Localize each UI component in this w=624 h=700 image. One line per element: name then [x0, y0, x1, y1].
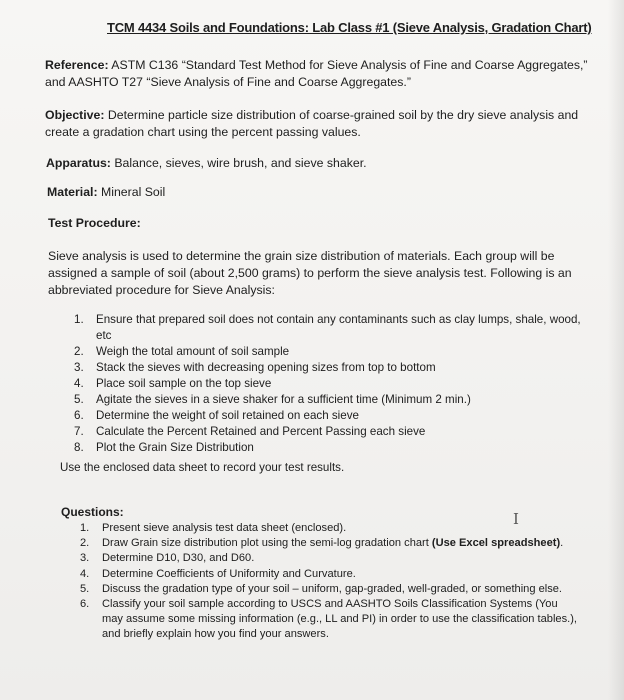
list-item: 2. Draw Grain size distribution plot using the semi-log gradation chart (Use Excel spreadsheet). — [80, 537, 564, 550]
objective-paragraph — [45, 107, 611, 141]
data-sheet-note: Use the enclosed data sheet to record your test results. — [60, 461, 345, 474]
list-item: 6. Classify your soil sample according to USCS and AASHTO Soils Classification Systems (You may assume some missing information (e.g., LL and PI) in order to use the classification tables.), and briefly explain how you find your answers. — [80, 598, 577, 641]
objective-text: Determine particle size distribution of coarse-grained soil by the dry sieve analysis and create a gradation chart using the percent passing values. — [45, 108, 579, 139]
list-item: 3. Stack the sieves with decreasing opening sizes from top to bottom — [74, 361, 436, 374]
reference-paragraph — [45, 57, 605, 91]
reference-label: Reference: — [45, 58, 109, 72]
page-edge-shadow — [608, 0, 624, 700]
material-text: Mineral Soil — [97, 185, 166, 199]
list-item: 7. Calculate the Percent Retained and Percent Passing each sieve — [74, 425, 426, 438]
apparatus-label: Apparatus: — [46, 156, 111, 170]
material-paragraph — [47, 184, 347, 201]
list-item: 3. Determine D10, D30, and D60. — [80, 552, 255, 565]
list-item: 1. Ensure that prepared soil does not contain any contaminants such as clay lumps, shale, wood, etc — [74, 313, 581, 342]
list-item: 6. Determine the weight of soil retained on each sieve — [74, 409, 359, 422]
objective-label: Objective: — [45, 108, 105, 122]
apparatus-text: Balance, sieves, wire brush, and sieve shaker. — [110, 156, 367, 170]
list-item: 5. Discuss the gradation type of your soil – uniform, gap-graded, well-graded, or something else. — [80, 582, 563, 595]
list-item: 2. Weigh the total amount of soil sample — [74, 345, 290, 358]
list-item: 4. Place soil sample on the top sieve — [74, 377, 272, 390]
list-item: 8. Plot the Grain Size Distribution — [74, 441, 254, 454]
excel-note: (Use Excel spreadsheet) — [431, 537, 561, 550]
document-title: TCM 4434 Soils and Foundations: Lab Class #1 (Sieve Analysis, Gradation Chart) — [107, 20, 592, 35]
apparatus-paragraph — [46, 155, 566, 172]
list-item: 5. Agitate the sieves in a sieve shaker for a sufficient time (Minimum 2 min.) — [74, 393, 471, 406]
list-item: 4. Determine Coefficients of Uniformity and Curvature. — [80, 567, 356, 580]
questions-list — [80, 521, 580, 643]
material-label: Material: — [47, 185, 98, 199]
test-procedure-heading: Test Procedure: — [48, 216, 141, 230]
questions-heading: Questions: — [61, 505, 124, 519]
list-item: 1. Present sieve analysis test data sheet (enclosed). — [80, 522, 347, 534]
reference-text: ASTM C136 “Standard Test Method for Sieve Analysis of Fine and Coarse Aggregates,” and AASHTO T27 “Sieve Analysis of Fine and Coarse Aggregates.” — [45, 58, 588, 89]
procedure-steps-list — [74, 312, 584, 456]
text-cursor-icon: I — [513, 510, 519, 528]
intro-paragraph: Sieve analysis is used to determine the grain size distribution of materials. Each group will be assigned a sample of soil (about 2,500 grams) to perform the sieve analysis test. Following is an abbreviated procedure for Sieve Analysis: — [48, 249, 572, 297]
